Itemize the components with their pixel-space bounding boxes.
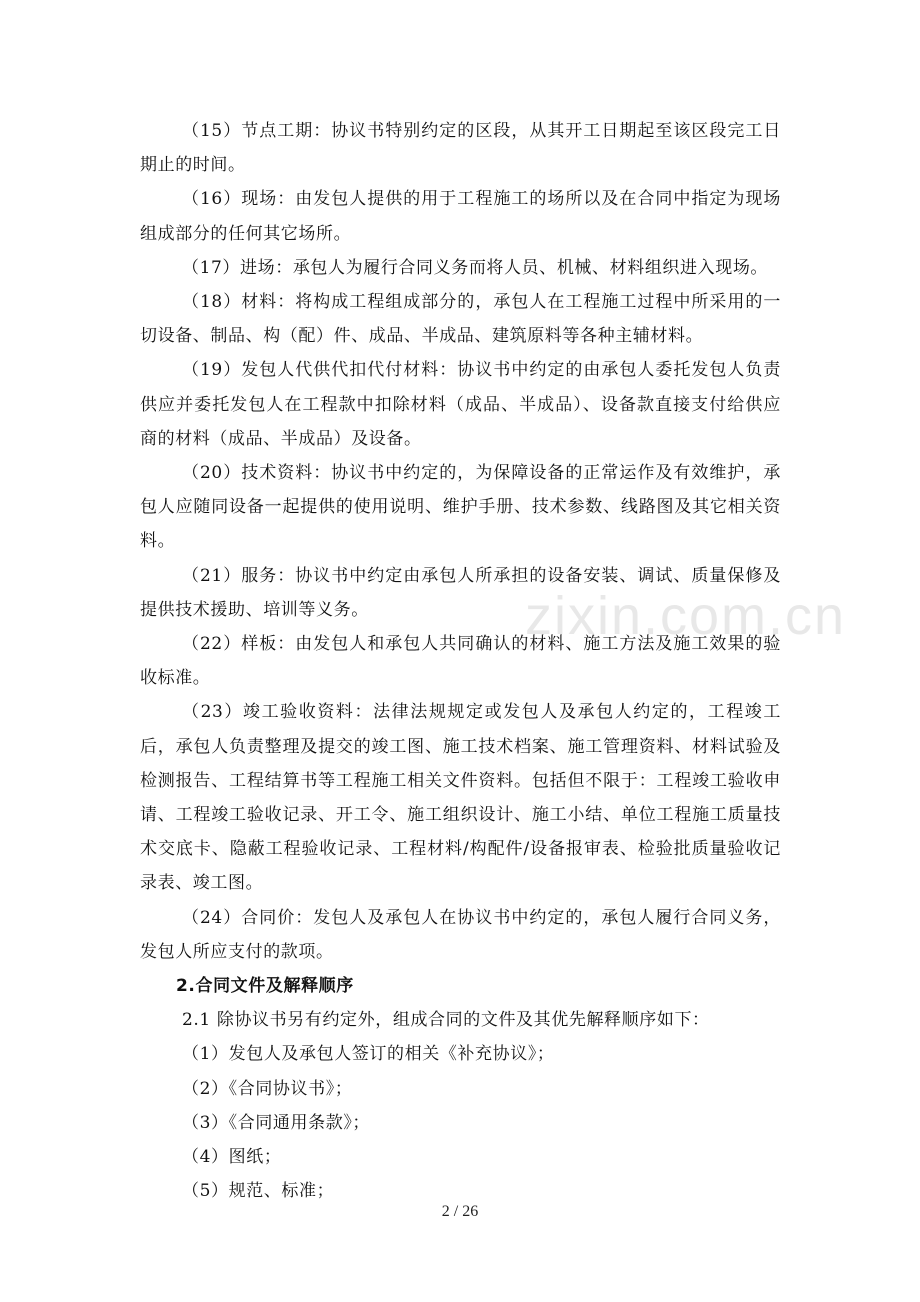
- definition-16: （16）现场：由发包人提供的用于工程施工的场所以及在合同中指定为现场组成部分的任何其它场所。: [140, 189, 781, 244]
- watermark: zixin.com.cn: [525, 586, 847, 646]
- definition-24: （24）合同价：发包人及承包人在协议书中约定的，承包人履行合同义务，发包人所应支付的款项。: [140, 907, 781, 962]
- definition-19: （19）发包人代供代扣代付材料：协议书中约定的由承包人委托发包人负责供应并委托发包人在工程款中扣除材料（成品、半成品）、设备款直接支付给供应商的材料（成品、半成品）及设备。: [140, 360, 781, 449]
- definition-22: （22）样板：由发包人和承包人共同确认的材料、施工方法及施工效果的验收标准。: [140, 634, 781, 689]
- clause-2-1: 2.1 除协议书另有约定外，组成合同的文件及其优先解释顺序如下：: [182, 1010, 710, 1031]
- definition-23: （23）竣工验收资料：法律法规规定或发包人及承包人约定的，工程竣工后，承包人负责整理及提交的竣工图、施工技术档案、施工管理资料、材料试验及检测报告、工程结算书等工程施工相关文件资料。包括但不限于：工程竣工验收申请、工程竣工验收记录、开工令、施工组织设计、施工小结、单位工程施工质量技术交底卡、隐蔽工程验收记录、工程材料/构配件/设备报审表、检验批质量验收记录表、竣工图。: [140, 702, 781, 894]
- section-heading: 2.合同文件及解释顺序: [176, 976, 354, 997]
- page-body: [140, 114, 781, 1209]
- list-item-1: （1）发包人及承包人签订的相关《补充协议》；: [182, 1044, 555, 1065]
- definition-17: （17）进场：承包人为履行合同义务而将人员、机械、材料组织进入现场。: [182, 257, 769, 278]
- definition-20: （20）技术资料：协议书中约定的，为保障设备的正常运作及有效维护，承包人应随同设备一起提供的使用说明、维护手册、技术参数、线路图及其它相关资料。: [140, 463, 781, 552]
- definition-15: （15）节点工期：协议书特别约定的区段，从其开工日期起至该区段完工日期止的时间。: [140, 121, 781, 176]
- definition-21: （21）服务：协议书中约定由承包人所承担的设备安装、调试、质量保修及提供技术援助、培训等义务。: [140, 565, 781, 620]
- list-item-5: （5）规范、标准；: [182, 1181, 335, 1202]
- page-number: 2 / 26: [441, 1203, 479, 1220]
- list-item-2: （2）《合同协议书》；: [182, 1078, 353, 1099]
- list-item-3: （3）《合同通用条款》；: [182, 1112, 371, 1133]
- definition-18: （18）材料：将构成工程组成部分的，承包人在工程施工过程中所采用的一切设备、制品、构（配）件、成品、半成品、建筑原料等各种主辅材料。: [140, 292, 781, 347]
- list-item-4: （4）图纸；: [182, 1147, 282, 1168]
